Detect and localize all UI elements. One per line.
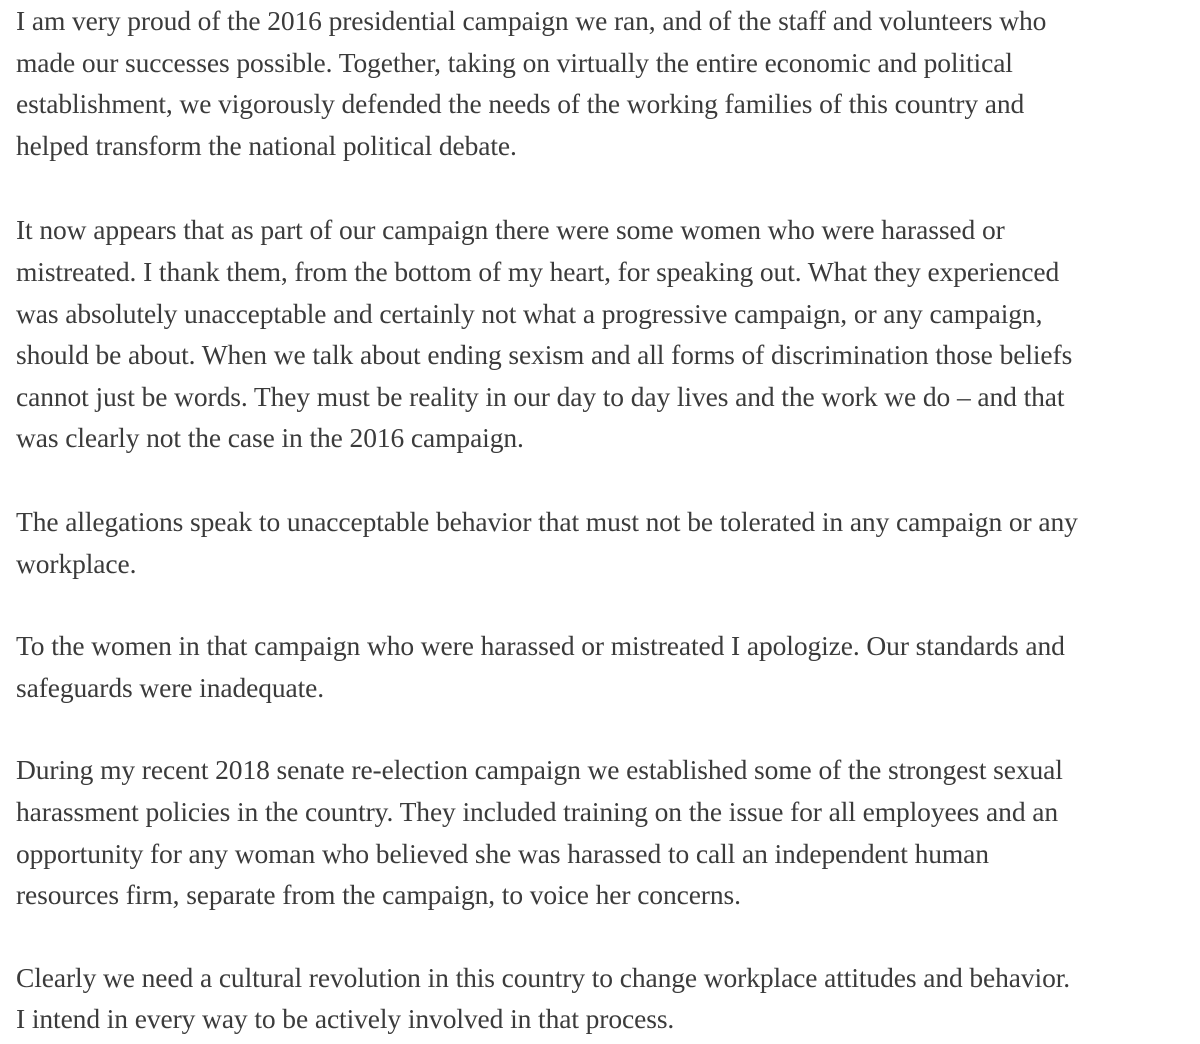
paragraph-line: During my recent 2018 senate re-election campaign we established some of the strongest sexual [16, 754, 1063, 786]
paragraph-line: harassment policies in the country. They included training on the issue for all employees and an [16, 795, 1058, 827]
paragraph-line: cannot just be words. They must be reality in our day to day lives and the work we do – and that [16, 380, 1065, 412]
paragraph-line: mistreated. I thank them, from the bottom of my heart, for speaking out. What they experienced [16, 255, 1060, 287]
paragraph-line: workplace. [16, 547, 137, 579]
paragraph-line: opportunity for any woman who believed she was harassed to call an independent human [16, 837, 989, 869]
paragraph-line: was clearly not the case in the 2016 campaign. [16, 422, 524, 454]
paragraph-line: should be about. When we talk about ending sexism and all forms of discrimination those beliefs [16, 339, 1073, 371]
paragraph-line: was absolutely unacceptable and certainly not what a progressive campaign, or any campaign, [16, 297, 1043, 329]
paragraph-allegations [16, 501, 1186, 584]
paragraph-line: helped transform the national political debate. [16, 129, 517, 161]
paragraph-harassment-acknowledgement [16, 209, 1186, 459]
paragraph-line: I am very proud of the 2016 presidential campaign we ran, and of the staff and volunteers who [16, 5, 1047, 36]
paragraph-line: safeguards were inadequate. [16, 671, 325, 703]
paragraph-apology [16, 625, 1186, 708]
paragraph-line: made our successes possible. Together, taking on virtually the entire economic and political [16, 46, 1013, 78]
paragraph-line: Clearly we need a cultural revolution in this country to change workplace attitudes and behavior. [16, 961, 1071, 993]
paragraph-line: I intend in every way to be actively involved in that process. [16, 1003, 675, 1035]
paragraph-line: resources firm, separate from the campaign, to voice her concerns. [16, 879, 741, 911]
paragraph-line: To the women in that campaign who were harassed or mistreated I apologize. Our standards and [16, 630, 1065, 662]
paragraph-line: It now appears that as part of our campaign there were some women who were harassed or [16, 214, 1005, 246]
paragraph-campaign-pride [16, 0, 1186, 166]
paragraph-line: The allegations speak to unacceptable behavior that must not be tolerated in any campaign or any [16, 505, 1078, 537]
paragraph-cultural-revolution [16, 957, 1186, 1040]
paragraph-2018-policies [16, 749, 1186, 915]
paragraph-line: establishment, we vigorously defended the needs of the working families of this country and [16, 88, 1025, 120]
